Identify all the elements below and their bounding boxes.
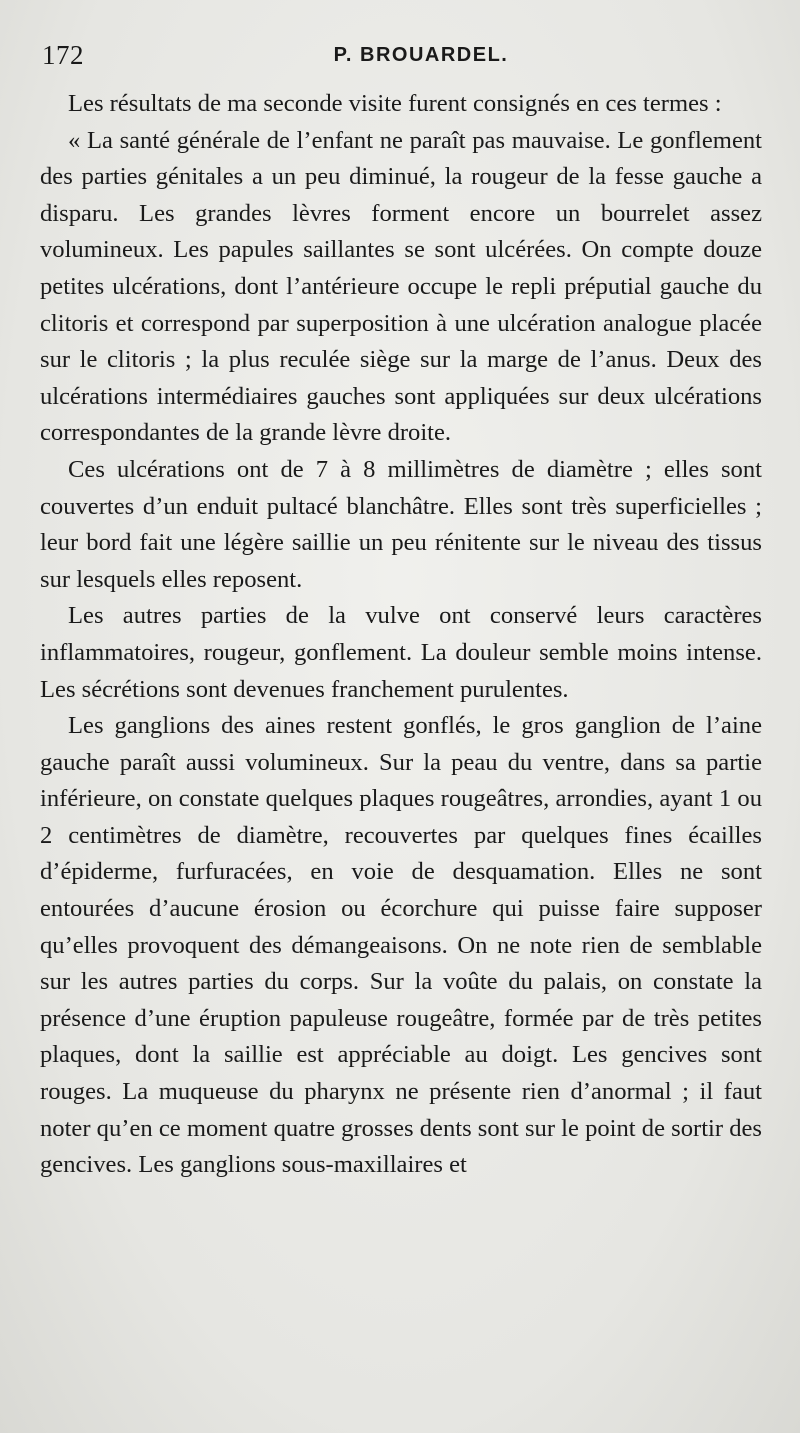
running-head: P. BROUARDEL. (333, 44, 509, 66)
page-number: 172 (42, 40, 84, 70)
paragraph: Les ganglions des aines restent gonflés, le gros ganglion de l’aine gauche paraît aussi volumineux. Sur la peau du ventre, dans sa partie inférieure, on constate quelques plaques rougeâtres, arrondies, ayant 1 ou 2 centimètres de diamètre, recouvertes par quelques fines écailles d’épiderme, furfuracées, en voie de desquamation. Elles ne sont entourées d’aucune érosion ou écorchure qui puisse faire supposer qu’elles provoquent des démangeaisons. On ne note rien de semblable sur les autres parties du corps. Sur la voûte du palais, on constate la présence d’une éruption papuleuse rougeâtre, formée par de très petites plaques, dont la saillie est appréciable au doigt. Les gencives sont rouges. La muqueuse du pharynx ne présente rien d’anormal ; il faut noter qu’en ce moment quatre grosses dents sont sur le point de sortir des gencives. Les ganglions sous-maxillaires et (40, 712, 762, 1179)
page-header (40, 28, 762, 78)
paragraph: « La santé générale de l’enfant ne paraît pas mauvaise. Le gonflement des parties génitales a un peu diminué, la rougeur de la fesse gauche a disparu. Les grandes lèvres forment encore un bourrelet assez volumineux. Les papules saillantes se sont ulcérées. On compte douze petites ulcérations, dont l’antérieure occupe le repli préputial gauche du clitoris et correspond par superposition à une ulcération analogue placée sur le clitoris ; la plus reculée siège sur la marge de l’anus. Deux des ulcérations intermédiaires gauches sont appliquées sur deux ulcérations correspondantes de la grande lèvre droite. (40, 126, 762, 447)
paragraph: Les autres parties de la vulve ont conservé leurs caractères inflammatoires, rougeur, gonflement. La douleur semble moins intense. Les sécrétions sont devenues franchement purulentes. (40, 602, 762, 703)
paragraph: Les résultats de ma seconde visite furent consignés en ces termes : (68, 90, 722, 117)
body-text (40, 86, 762, 1184)
paragraph: Ces ulcérations ont de 7 à 8 millimètres de diamètre ; elles sont couvertes d’un enduit pultacé blanchâtre. Elles sont très superficielles ; leur bord fait une légère saillie un peu rénitente sur le niveau des tissus sur lesquels elles reposent. (40, 455, 762, 593)
